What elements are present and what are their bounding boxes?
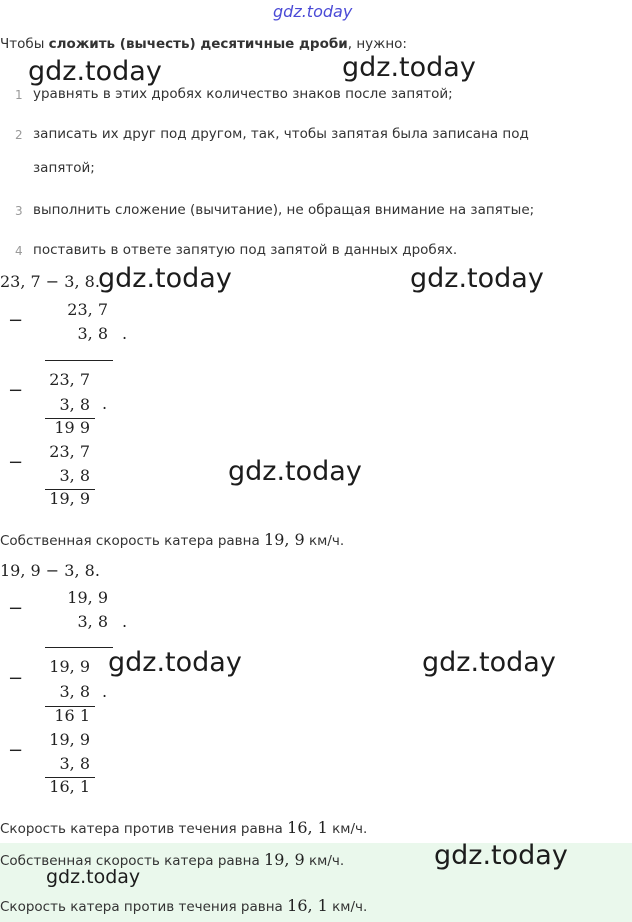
minuend: 23, 7	[49, 442, 90, 461]
intro-prefix: Чтобы	[0, 36, 49, 52]
result-1-value: 19, 9	[264, 530, 305, 549]
answer-2-unit: км/ч.	[327, 899, 368, 915]
minus-sign: −	[8, 452, 24, 473]
watermark: gdz.today	[108, 647, 242, 678]
subtrahend: 3, 8	[59, 466, 90, 485]
result-1-text: Собственная скорость катера равна	[0, 533, 265, 549]
result-1	[0, 530, 344, 549]
subtrahend: 3, 8	[77, 324, 108, 343]
step-text: выполнить сложение (вычитание), не обращая внимание на запятые;	[33, 202, 535, 218]
result-2-unit: км/ч.	[327, 821, 368, 837]
minuend: 23, 7	[49, 370, 90, 389]
minus-sign: −	[8, 310, 24, 331]
step-number: 1	[15, 88, 23, 102]
watermark-top: gdz.today	[273, 2, 353, 21]
difference: 19 9	[54, 418, 90, 437]
difference: 16 1	[54, 706, 90, 725]
answer-2-value: 16, 1	[287, 896, 328, 915]
answer-1-value: 19, 9	[264, 850, 305, 869]
watermark-small: gdz.today	[46, 866, 141, 888]
watermark: gdz.today	[228, 456, 362, 487]
rule	[45, 647, 113, 648]
step-number: 4	[15, 244, 23, 258]
minuend: 19, 9	[67, 588, 108, 607]
subtrahend: 3, 8	[59, 395, 90, 414]
difference: 19, 9	[49, 489, 90, 508]
step-text-continued: запятой;	[33, 160, 95, 176]
rule	[45, 360, 113, 361]
minus-sign: −	[8, 380, 24, 401]
result-1-unit: км/ч.	[304, 533, 345, 549]
result-2-value: 16, 1	[287, 818, 328, 837]
intro-text	[0, 36, 407, 52]
period: .	[122, 612, 128, 631]
minuend: 19, 9	[49, 657, 90, 676]
minus-sign: −	[8, 668, 24, 689]
step-number: 3	[15, 204, 23, 218]
expression-1: 23, 7 − 3, 8.	[0, 272, 100, 291]
result-2	[0, 818, 367, 837]
intro-bold: сложить (вычесть) десятичные дроби	[48, 36, 348, 52]
subtrahend: 3, 8	[59, 754, 90, 773]
answer-line-2	[0, 896, 367, 915]
minuend: 19, 9	[49, 730, 90, 749]
step-number: 2	[15, 128, 23, 142]
intro-suffix: , нужно:	[347, 36, 407, 52]
answer-2-text: Скорость катера против течения равна	[0, 899, 288, 915]
watermark: gdz.today	[434, 840, 568, 871]
period: .	[102, 394, 108, 413]
minus-sign: −	[8, 740, 24, 761]
expression-2: 19, 9 − 3, 8.	[0, 561, 100, 580]
subtrahend: 3, 8	[77, 612, 108, 631]
step-text: записать их друг под другом, так, чтобы запятая была записана под	[33, 126, 529, 142]
result-2-text: Скорость катера против течения равна	[0, 821, 288, 837]
difference: 16, 1	[49, 777, 90, 796]
watermark: gdz.today	[98, 263, 232, 294]
watermark: gdz.today	[28, 56, 162, 87]
answer-1-unit: км/ч.	[304, 853, 345, 869]
step-text: поставить в ответе запятую под запятой в данных дробях.	[33, 242, 458, 258]
period: .	[122, 324, 128, 343]
period: .	[102, 682, 108, 701]
minus-sign: −	[8, 598, 24, 619]
watermark: gdz.today	[422, 647, 556, 678]
step-text: уравнять в этих дробях количество знаков после запятой;	[33, 86, 453, 102]
watermark: gdz.today	[342, 52, 476, 83]
minuend: 23, 7	[67, 300, 108, 319]
answer-1-text: Собственная скорость катера равна	[0, 853, 265, 869]
watermark: gdz.today	[410, 263, 544, 294]
subtrahend: 3, 8	[59, 682, 90, 701]
